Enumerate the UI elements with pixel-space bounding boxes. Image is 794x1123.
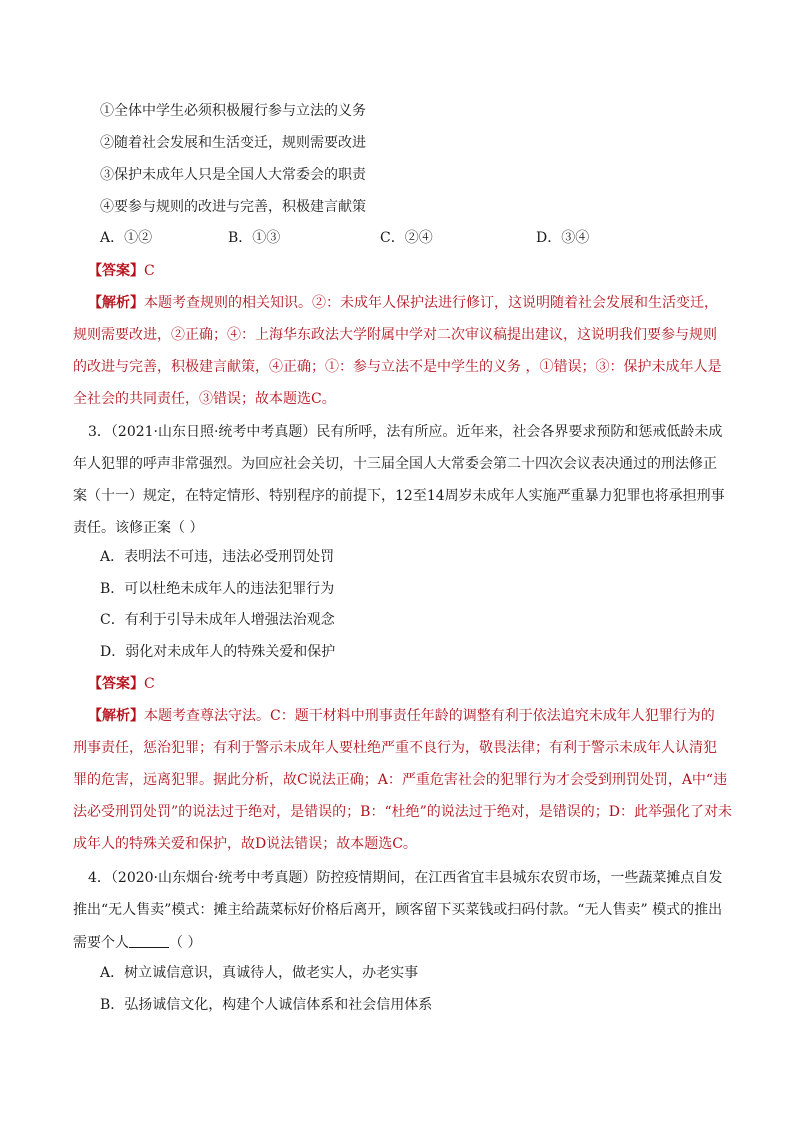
q3-analysis-line-4: 法必受刑罚处罚”的说法过于绝对，是错误的；B：“杜绝”的说法过于绝对，是错误的；D：此举强化了对未 bbox=[73, 804, 732, 820]
q3-option-d: D．弱化对未成年人的特殊关爱和保护 bbox=[100, 644, 336, 660]
q4-option-a: A．树立诚信意识，真诚待人，做老实人，办老实事 bbox=[100, 965, 419, 981]
q3-answer-tag: 【答案】 bbox=[88, 676, 144, 692]
q2-item-1: ①全体中学生必须积极履行参与立法的义务 bbox=[100, 103, 366, 119]
q4-stem-line-1: 4．（2020·山东烟台·统考中考真题）防控疫情期间，在江西省宜丰县城东农贸市场，一些蔬菜摊点自发 bbox=[88, 870, 723, 886]
q3-analysis-line-2: 刑事责任，惩治犯罪；有利于警示未成年人要杜绝严重不良行为，敬畏法律；有利于警示未成年人认清犯 bbox=[73, 740, 717, 756]
q3-answer bbox=[88, 674, 155, 694]
q2-option-b: B．①③ bbox=[228, 230, 281, 246]
q2-analysis-line-1 bbox=[88, 293, 718, 313]
q3-analysis-text-1: 本题考查尊法守法。C：题干材料中刑事责任年龄的调整有利于依法追究未成年人犯罪行为的 bbox=[144, 708, 715, 724]
q3-stem-line-3: 案（十一）规定，在特定情形、特别程序的前提下，12至14周岁未成年人实施严重暴力犯罪也将承担刑事 bbox=[73, 488, 725, 504]
q2-item-4: ④要参与规则的改进与完善，积极建言献策 bbox=[100, 199, 366, 215]
q2-analysis-text-1: 本题考查规则的相关知识。②：未成年人保护法进行修订，这说明随着社会发展和生活变迁， bbox=[144, 295, 718, 311]
q2-item-2: ②随着社会发展和生活变迁，规则需要改进 bbox=[100, 135, 366, 151]
q3-analysis-line-5: 成年人的特殊关爱和保护，故D说法错误；故本题选C。 bbox=[73, 836, 417, 852]
q3-analysis-tag: 【解析】 bbox=[88, 708, 144, 724]
q3-answer-value: C bbox=[144, 676, 155, 692]
q2-options bbox=[100, 228, 660, 248]
q2-option-c: C．②④ bbox=[380, 230, 433, 246]
q4-stem-line-2: 推出“无人售卖”模式：摊主给蔬菜标好价格后离开，顾客留下买菜钱或扫码付款。“无人售卖” 模式的推出 bbox=[73, 902, 723, 918]
q3-option-b: B．可以杜绝未成年人的违法犯罪行为 bbox=[100, 581, 335, 597]
q4-option-b: B．弘扬诚信文化，构建个人诚信体系和社会信用体系 bbox=[100, 997, 433, 1013]
q2-option-a: A．①② bbox=[100, 230, 153, 246]
q2-option-d: D．③④ bbox=[536, 230, 590, 246]
q3-stem-line-1: 3．（2021·山东日照·统考中考真题）民有所呼，法有所应。近年来，社会各界要求预防和惩戒低龄未成 bbox=[88, 424, 723, 440]
q3-analysis-line-3: 罪的危害，远离犯罪。据此分析，故C说法正确；A：严重危害社会的犯罪行为才会受到刑罚处罚，A中“违 bbox=[73, 772, 728, 788]
q2-analysis-line-2: 规则需要改进，②正确；④：上海华东政法大学附属中学对二次审议稿提出建议，这说明我们要参与规则 bbox=[73, 327, 717, 343]
q4-stem-text-3: 需要个人 bbox=[73, 935, 129, 951]
q4-stem-line-3 bbox=[73, 932, 201, 953]
q2-item-3: ③保护未成年人只是全国人大常委会的职责 bbox=[100, 167, 366, 183]
q3-option-a: A．表明法不可违，违法必受刑罚处罚 bbox=[100, 549, 335, 565]
q2-analysis-line-3: 的改进与完善，积极建言献策，④正确；①：参与立法不是中学生的义务 ，①错误；③：保护未成年人是 bbox=[73, 359, 722, 375]
answer-blank bbox=[129, 932, 169, 948]
q2-answer bbox=[88, 261, 155, 281]
q3-stem-line-2: 年人犯罪的呼声非常强烈。为回应社会关切，十三届全国人大常委会第二十四次会议表决通过的刑法修正 bbox=[73, 456, 717, 472]
q3-analysis-line-1 bbox=[88, 706, 715, 726]
q4-stem-tail: （ ） bbox=[169, 935, 202, 951]
q2-analysis-tag: 【解析】 bbox=[88, 295, 144, 311]
q2-analysis-line-4: 全社会的共同责任，③错误；故本题选C。 bbox=[73, 391, 336, 407]
q3-stem-line-4: 责任。该修正案（ ） bbox=[73, 520, 204, 536]
q2-answer-tag: 【答案】 bbox=[88, 263, 144, 279]
q2-answer-value: C bbox=[144, 263, 155, 279]
q3-option-c: C．有利于引导未成年人增强法治观念 bbox=[100, 612, 335, 628]
